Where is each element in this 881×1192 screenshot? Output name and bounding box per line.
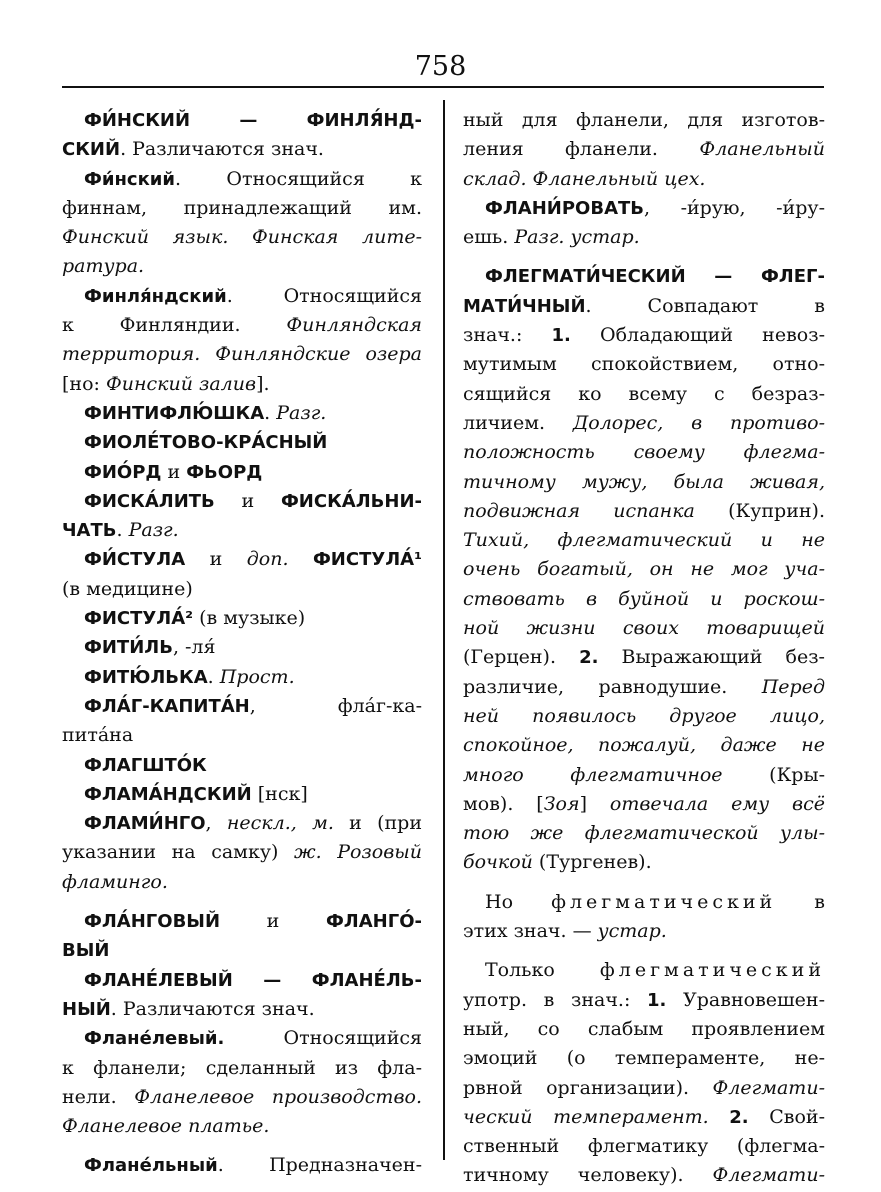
text-line bbox=[62, 135, 422, 164]
body-text: . bbox=[264, 401, 277, 424]
italic-text: Долорес, в противо- bbox=[572, 411, 825, 434]
body-text: . Различаются знач. bbox=[120, 138, 324, 161]
body-text: Обладающий невоз- bbox=[570, 324, 825, 347]
italic-text: Разг. bbox=[276, 401, 327, 424]
text-line bbox=[62, 487, 422, 516]
headword-text: ФЛАНИ́РОВАТЬ bbox=[485, 197, 645, 219]
italic-text: положность своему флегма- bbox=[463, 441, 825, 464]
body-text: и bbox=[220, 910, 326, 933]
italic-text: Финляндская bbox=[286, 314, 422, 337]
text-line bbox=[62, 282, 422, 311]
italic-text: подвижная испанка bbox=[463, 499, 695, 522]
headword-text: ФЛАНГО́- bbox=[325, 911, 422, 933]
body-text: указании на самку) bbox=[62, 841, 294, 864]
text-line bbox=[463, 135, 825, 164]
body-text: употр. в знач.: bbox=[463, 988, 648, 1011]
body-text: (Герцен). bbox=[463, 646, 580, 669]
text-line bbox=[62, 966, 422, 995]
body-text: и bbox=[185, 548, 247, 571]
italic-text: Фланелевое производство. bbox=[134, 1085, 422, 1108]
text-line bbox=[463, 468, 825, 497]
headword-text: ФИ́СТУЛА bbox=[84, 549, 186, 571]
headword-text: ФИОЛЕ́ТОВО-КРА́СНЫЙ bbox=[84, 432, 328, 454]
italic-text: Разг. bbox=[128, 519, 179, 542]
right-column bbox=[463, 106, 825, 1191]
italic-text: Фланелевое платье. bbox=[62, 1115, 270, 1138]
body-text: ] bbox=[579, 792, 610, 815]
italic-text: Прост. bbox=[219, 665, 295, 688]
text-line bbox=[463, 165, 825, 194]
body-text: . Совпадают в bbox=[585, 294, 825, 317]
headword-text: ФЛА́НГОВЫЙ bbox=[84, 911, 221, 933]
body-text: ный для фланели, для изготов- bbox=[463, 109, 825, 131]
headword-text: Флане́левый. bbox=[84, 1028, 225, 1050]
italic-text: бочкой bbox=[463, 851, 533, 874]
body-text: , -ля́ bbox=[172, 636, 216, 659]
text-line bbox=[463, 848, 825, 877]
body-text: рвной организации). bbox=[463, 1076, 713, 1099]
body-text: в bbox=[776, 890, 825, 913]
headword-text: ФЛАГШТО́К bbox=[84, 754, 207, 776]
text-line bbox=[62, 838, 422, 867]
body-text: и bbox=[214, 489, 281, 512]
headword-text: ФИО́РД bbox=[84, 461, 162, 483]
headword-text: СКИЙ bbox=[62, 139, 121, 161]
headword-text: ФЛЕГМАТИ́ЧЕСКИЙ — ФЛЕГ- bbox=[485, 266, 825, 288]
body-text: . Различаются знач. bbox=[110, 997, 315, 1020]
italic-text: очень богатый, он не мог уча- bbox=[463, 558, 825, 581]
body-text: . Относящийся к bbox=[175, 167, 422, 190]
body-text: ления фланели. bbox=[463, 138, 700, 161]
headword-text: МАТИ́ЧНЫЙ bbox=[463, 295, 586, 317]
body-text: Но bbox=[485, 890, 552, 913]
italic-text: Флегмати- bbox=[712, 1164, 825, 1187]
text-line bbox=[463, 1103, 825, 1132]
body-text: . Относящийся bbox=[226, 284, 422, 307]
body-text: ственный флегматику (флегма- bbox=[463, 1135, 825, 1158]
body-text: и bbox=[161, 460, 187, 483]
italic-text: Тихий, флегматический и не bbox=[463, 529, 825, 552]
page-number: 758 bbox=[414, 51, 467, 82]
text-line bbox=[463, 194, 825, 223]
text-line bbox=[463, 702, 825, 731]
body-text: к Финляндии. bbox=[62, 314, 287, 337]
text-line bbox=[62, 663, 422, 692]
headword-text: ФИСКА́ЛИТЬ bbox=[84, 490, 215, 512]
body-text: различие, равнодушие. bbox=[463, 675, 762, 698]
body-text: тичному человеку). bbox=[463, 1164, 713, 1187]
body-text: . Предназначен- bbox=[217, 1154, 422, 1177]
text-line bbox=[463, 292, 825, 321]
body-text: . bbox=[116, 519, 129, 542]
body-text: этих знач. — bbox=[463, 920, 598, 943]
body-text: личием. bbox=[463, 411, 573, 434]
text-line bbox=[62, 780, 422, 809]
italic-text: Зоя bbox=[543, 792, 580, 815]
text-line bbox=[62, 809, 422, 838]
headword-text: ФЛАМА́НДСКИЙ bbox=[84, 783, 252, 805]
italic-text: Финский залив bbox=[105, 372, 257, 395]
text-line bbox=[463, 643, 825, 672]
text-line bbox=[62, 575, 422, 604]
italic-text: ческий темперамент. bbox=[463, 1105, 709, 1128]
italic-text: ной жизни своих товарищей bbox=[463, 617, 825, 640]
italic-text: тичному мужу, была живая, bbox=[463, 470, 825, 493]
body-text: финнам, принадлежащий им. bbox=[62, 196, 422, 219]
text-line bbox=[62, 633, 422, 662]
text-line bbox=[463, 106, 825, 135]
body-text: ный, со слабым проявлением bbox=[463, 1017, 825, 1040]
body-text: пита́на bbox=[62, 724, 134, 747]
body-text: нели. bbox=[62, 1085, 135, 1108]
text-line bbox=[463, 731, 825, 760]
column-divider bbox=[443, 100, 445, 1160]
body-text: Уравновешен- bbox=[666, 988, 825, 1011]
text-line bbox=[463, 1074, 825, 1103]
text-line bbox=[62, 311, 422, 340]
italic-text: спокойное, пожалуй, даже не bbox=[463, 734, 825, 757]
text-line bbox=[463, 956, 825, 985]
headword-text: ФИ́НСКИЙ — ФИНЛЯ́НД- bbox=[84, 110, 422, 131]
text-line bbox=[463, 350, 825, 379]
left-column bbox=[62, 106, 422, 1181]
text-line bbox=[463, 438, 825, 467]
text-line bbox=[463, 888, 825, 917]
body-text: [но: bbox=[62, 372, 106, 395]
body-text: ешь. bbox=[463, 226, 515, 249]
body-text: сящийся ко всему с безраз- bbox=[463, 382, 825, 405]
body-text: , bbox=[205, 812, 227, 835]
body-text: . bbox=[207, 665, 220, 688]
headword-text: ФИТЮ́ЛЬКА bbox=[84, 666, 208, 688]
body-text: [нск] bbox=[251, 782, 308, 805]
text-line bbox=[463, 1015, 825, 1044]
text-line bbox=[62, 516, 422, 545]
italic-text: Разг. устар. bbox=[514, 226, 640, 249]
text-line bbox=[463, 986, 825, 1015]
headword-text: ЧАТЬ bbox=[62, 520, 117, 542]
body-text: и (при bbox=[333, 812, 422, 835]
text-line bbox=[62, 1083, 422, 1112]
body-text bbox=[289, 548, 313, 570]
italic-text: ж. Розовый bbox=[293, 841, 422, 864]
body-text: флегматический bbox=[599, 959, 825, 982]
text-line bbox=[463, 673, 825, 702]
body-text: Только bbox=[485, 959, 600, 982]
body-text: Выражающий без- bbox=[598, 646, 825, 669]
text-line bbox=[463, 223, 825, 252]
header-rule bbox=[62, 86, 824, 88]
body-text: (Тургенев). bbox=[532, 851, 652, 874]
body-text bbox=[709, 1106, 730, 1128]
body-text: ]. bbox=[256, 372, 270, 395]
italic-text: тою же флегматической улы- bbox=[463, 822, 825, 845]
italic-text: склад. Фланельный цех. bbox=[463, 167, 706, 190]
text-line bbox=[463, 761, 825, 790]
text-line bbox=[62, 252, 422, 281]
italic-text: Перед bbox=[761, 675, 825, 698]
text-line bbox=[463, 380, 825, 409]
text-line bbox=[62, 340, 422, 369]
body-text: (в музыке) bbox=[193, 607, 306, 630]
text-line bbox=[463, 1132, 825, 1161]
text-line bbox=[463, 321, 825, 350]
headword-text: 1. bbox=[551, 325, 571, 347]
headword-text: Финля́ндский bbox=[84, 285, 227, 307]
text-line bbox=[463, 819, 825, 848]
headword-text: ФЛАМИ́НГО bbox=[84, 813, 206, 835]
body-text: знач.: bbox=[463, 324, 552, 347]
body-text: , фла́г-ка- bbox=[249, 694, 422, 717]
italic-text: фламинго. bbox=[62, 870, 168, 893]
headword-text: ФЛА́Г-КАПИТА́Н bbox=[84, 695, 250, 717]
text-line bbox=[62, 458, 422, 487]
body-text: Свой- bbox=[748, 1105, 825, 1128]
text-line bbox=[463, 614, 825, 643]
text-line bbox=[62, 428, 422, 457]
body-text: к фланели; сделанный из фла- bbox=[62, 1056, 422, 1079]
text-line bbox=[62, 868, 422, 897]
text-line bbox=[463, 555, 825, 584]
text-line bbox=[62, 1024, 422, 1053]
headword-text: ФИТИ́ЛЬ bbox=[84, 637, 173, 659]
text-line bbox=[62, 106, 422, 135]
text-line bbox=[463, 585, 825, 614]
headword-text: Флане́льный bbox=[84, 1155, 218, 1177]
body-text: , -и́рую, -и́ру- bbox=[644, 196, 825, 219]
headword-text: ФИСТУЛА́¹ bbox=[312, 549, 422, 571]
text-line bbox=[62, 165, 422, 194]
text-line bbox=[463, 262, 825, 291]
text-line bbox=[62, 995, 422, 1024]
text-line bbox=[62, 692, 422, 721]
text-line bbox=[62, 751, 422, 780]
headword-text: Фи́нский bbox=[84, 168, 176, 190]
text-line bbox=[62, 604, 422, 633]
text-line bbox=[62, 1151, 422, 1180]
body-text: (Куприн). bbox=[694, 499, 825, 522]
headword-text: ФИСТУЛА́² bbox=[84, 608, 194, 630]
headword-text: 1. bbox=[647, 989, 667, 1011]
italic-text: много флегматичное bbox=[463, 763, 723, 786]
text-line bbox=[62, 194, 422, 223]
text-line bbox=[463, 409, 825, 438]
headword-text: ФИНТИФЛЮ́ШКА bbox=[84, 402, 265, 424]
text-line bbox=[62, 936, 422, 965]
body-text: Относящийся bbox=[224, 1027, 422, 1050]
text-line bbox=[463, 497, 825, 526]
headword-text: ФЬОРД bbox=[186, 461, 263, 483]
text-line bbox=[62, 907, 422, 936]
text-line bbox=[62, 370, 422, 399]
italic-text: Финский язык. Финская лите- bbox=[62, 226, 422, 249]
italic-text: устар. bbox=[597, 920, 667, 943]
headword-text: ВЫЙ bbox=[62, 940, 110, 962]
italic-text: отвечала ему всё bbox=[609, 792, 826, 815]
headword-text: НЫЙ bbox=[62, 998, 111, 1020]
text-line bbox=[62, 721, 422, 750]
headword-text: 2. bbox=[729, 1106, 749, 1128]
italic-text: нескл., м. bbox=[226, 812, 334, 835]
body-text: мов). [ bbox=[463, 792, 544, 815]
text-line bbox=[62, 545, 422, 574]
body-text: (в медицине) bbox=[62, 577, 193, 600]
text-line bbox=[62, 1054, 422, 1083]
text-line bbox=[463, 790, 825, 819]
italic-text: Флегмати- bbox=[712, 1076, 825, 1099]
text-line bbox=[463, 917, 825, 946]
headword-text: 2. bbox=[579, 647, 599, 669]
text-line bbox=[62, 399, 422, 428]
italic-text: ствовать в буйной и роскош- bbox=[463, 587, 825, 610]
italic-text: территория. Финляндские озера bbox=[62, 343, 422, 366]
body-text: мутимым спокойствием, отно- bbox=[463, 353, 825, 376]
text-line bbox=[463, 1044, 825, 1073]
body-text: эмоций (о темпераменте, не- bbox=[463, 1047, 825, 1070]
italic-text: Фланельный bbox=[699, 138, 825, 161]
italic-text: ратура. bbox=[62, 255, 145, 278]
text-line bbox=[463, 526, 825, 555]
headword-text: ФЛАНЕ́ЛЕВЫЙ — ФЛАНЕ́ЛЬ- bbox=[84, 969, 422, 991]
text-line bbox=[62, 223, 422, 252]
text-line bbox=[463, 1161, 825, 1190]
text-line bbox=[62, 1112, 422, 1141]
italic-text: ней появилось другое лицо, bbox=[463, 704, 825, 727]
body-text: флегматический bbox=[551, 890, 777, 913]
italic-text: доп. bbox=[246, 548, 289, 571]
body-text: (Кры- bbox=[722, 763, 825, 786]
headword-text: ФИСКА́ЛЬНИ- bbox=[280, 490, 422, 512]
